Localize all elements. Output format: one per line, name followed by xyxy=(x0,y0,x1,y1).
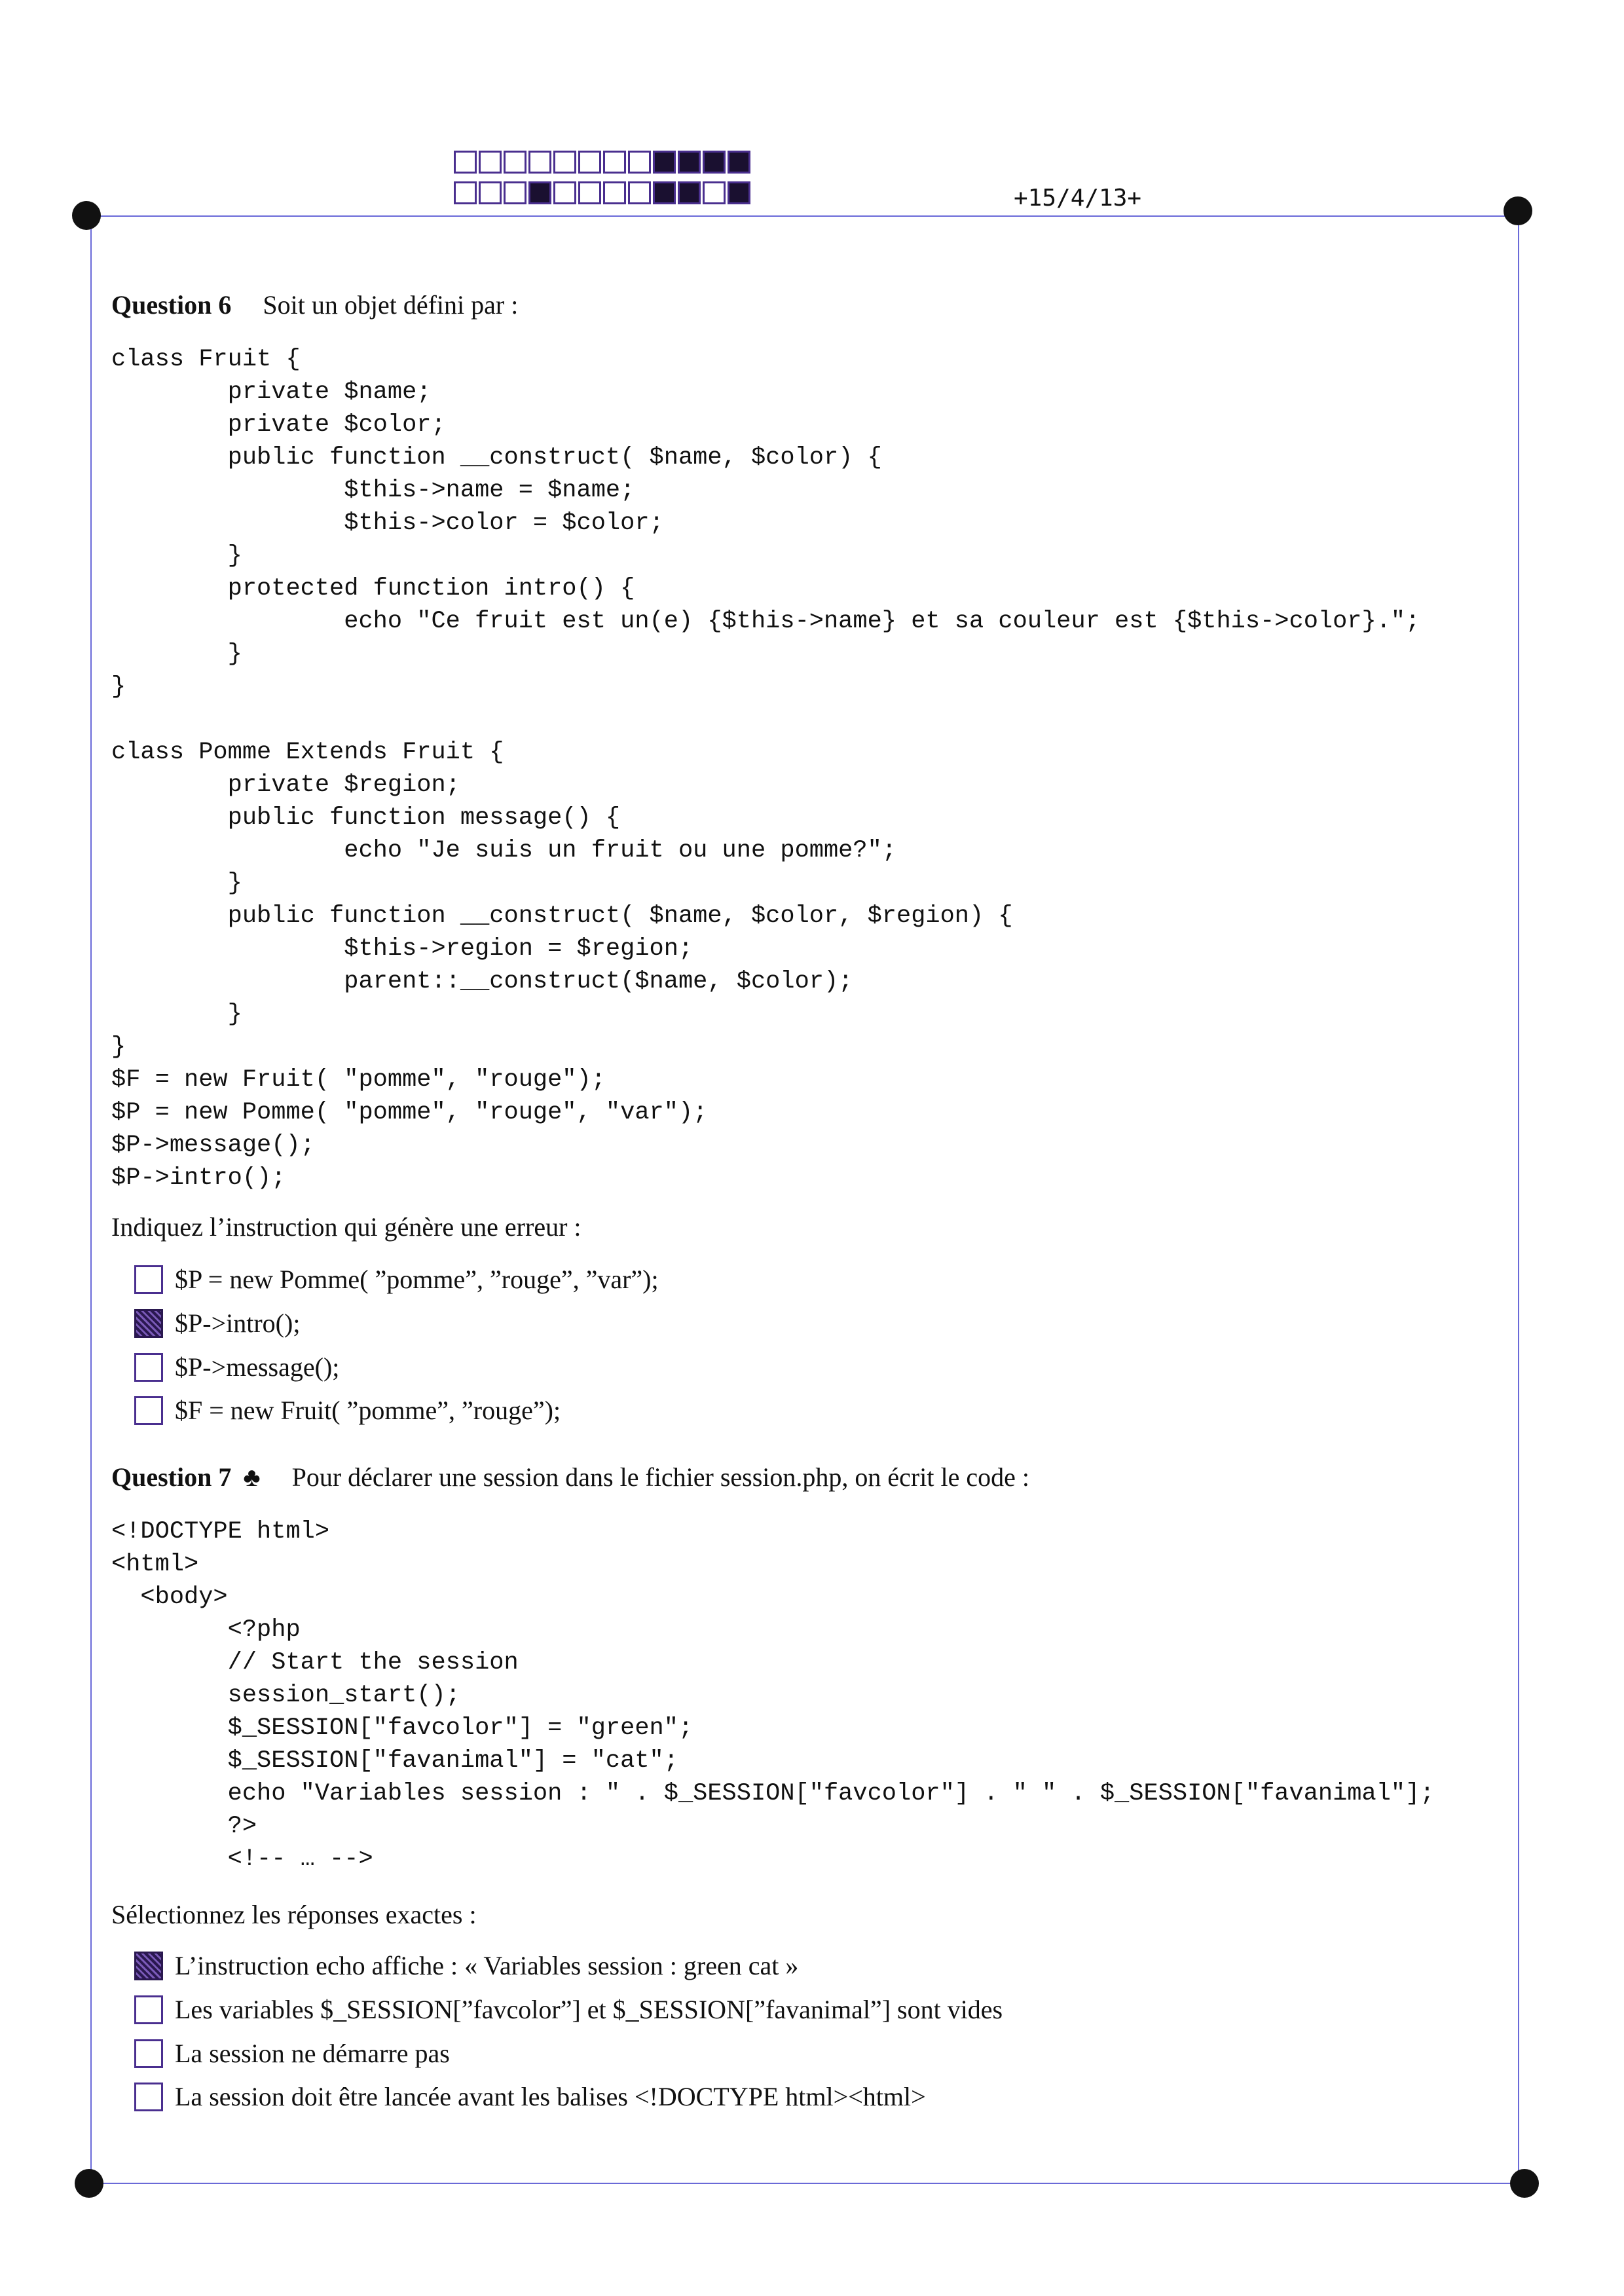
id-grid-cell xyxy=(454,181,477,204)
q6-option-2-checkbox[interactable] xyxy=(134,1309,163,1338)
q6-option-3-label: $P->message(); xyxy=(175,1352,340,1382)
q7-option-1[interactable] xyxy=(134,1950,798,1981)
id-grid-cell xyxy=(479,181,502,204)
id-grid-cell xyxy=(454,151,477,174)
frame-top-line xyxy=(92,215,1519,217)
q6-option-1-checkbox[interactable] xyxy=(134,1265,163,1294)
id-grid-cell xyxy=(678,181,701,204)
corner-mark-top-right xyxy=(1504,196,1532,225)
id-grid-cell xyxy=(504,181,526,204)
q7-option-2-label: Les variables $_SESSION[”favcolor”] et $_SESSION[”favanimal”] sont vides xyxy=(175,1995,1003,2024)
q7-option-3-label: La session ne démarre pas xyxy=(175,2039,450,2068)
q6-option-2-label: $P->intro(); xyxy=(175,1308,301,1338)
q6-option-4-label: $F = new Fruit( ”pomme”, ”rouge”); xyxy=(175,1396,561,1425)
q6-option-1-label: $P = new Pomme( ”pomme”, ”rouge”, ”var”); xyxy=(175,1265,659,1294)
question-7-code: <!DOCTYPE html> <html> <body> <?php // Start the session session_start(); $_SESSION["favcolor"] = "green"; $_SESSION["favanimal"] = "cat"; echo "Variables session : " . $_SESSION["favcolor"] . " " . $_SESSION["favanimal"]; ?> <!-- … --> xyxy=(111,1518,1435,1873)
corner-mark-bottom-left xyxy=(75,2169,103,2198)
question-6-text: Soit un objet défini par : xyxy=(263,290,519,320)
id-grid-cell xyxy=(653,151,676,174)
question-6-header xyxy=(111,289,518,320)
club-icon: ♣ xyxy=(243,1462,261,1492)
q7-option-4-label: La session doit être lancée avant les balises <!DOCTYPE html><html> xyxy=(175,2082,926,2111)
question-6-code: class Fruit { private $name; private $color; public function __construct( $name, $color) { $this->name = $name; $this->color = $color; } protected function intro() { echo "Ce fruit est un(e) {$this->name} et sa couleur est {$this->color}."; } } class Pomme Extends Fruit { private $region; public function message() { echo "Je suis un fruit ou une pomme?"; } public function __construct( $name, $color, $region) { $this->region = $region; parent::__construct($name, $color); } } $F = new Fruit( "pomme", "rouge"); $P = new Pomme( "pomme", "rouge", "var"); $P->message(); $P->intro(); xyxy=(111,346,1420,1192)
id-grid-cell xyxy=(504,151,526,174)
id-grid-cell xyxy=(703,181,726,204)
id-grid-cell xyxy=(528,181,551,204)
question-7-label: Question 7 xyxy=(111,1462,232,1492)
id-grid-cell xyxy=(653,181,676,204)
id-grid-cell xyxy=(578,181,601,204)
q7-option-1-checkbox[interactable] xyxy=(134,1952,163,1980)
question-7-header xyxy=(111,1462,1029,1492)
id-grid-cell xyxy=(578,151,601,174)
q7-option-2-checkbox[interactable] xyxy=(134,1995,163,2024)
corner-mark-top-left xyxy=(72,201,101,230)
id-grid-cell xyxy=(553,181,576,204)
q6-option-3[interactable] xyxy=(134,1352,339,1382)
q7-option-4[interactable] xyxy=(134,2081,926,2112)
frame-left-line xyxy=(90,215,92,2184)
id-grid-row-1 xyxy=(454,151,750,174)
q7-option-4-checkbox[interactable] xyxy=(134,2083,163,2111)
id-grid-row-2 xyxy=(454,181,750,204)
id-grid-cell xyxy=(703,151,726,174)
id-grid-cell xyxy=(678,151,701,174)
q6-option-3-checkbox[interactable] xyxy=(134,1353,163,1382)
question-7-prompt: Sélectionnez les réponses exactes : xyxy=(111,1900,477,1929)
id-grid-cell xyxy=(728,151,750,174)
id-grid-cell xyxy=(603,151,626,174)
id-grid-cell xyxy=(628,151,651,174)
q7-option-2[interactable] xyxy=(134,1994,1003,2025)
q6-option-2[interactable] xyxy=(134,1308,300,1339)
q6-option-4[interactable] xyxy=(134,1395,561,1426)
q6-option-4-checkbox[interactable] xyxy=(134,1396,163,1425)
q7-option-3[interactable] xyxy=(134,2038,450,2069)
id-grid-cell xyxy=(479,151,502,174)
question-7-text: Pour déclarer une session dans le fichier session.php, on écrit le code : xyxy=(291,1462,1029,1492)
q6-option-1[interactable] xyxy=(134,1264,659,1295)
q7-option-3-checkbox[interactable] xyxy=(134,2039,163,2068)
id-grid-cell xyxy=(553,151,576,174)
question-6-label: Question 6 xyxy=(111,290,232,320)
id-grid-cell xyxy=(528,151,551,174)
id-grid-cell xyxy=(603,181,626,204)
corner-mark-bottom-right xyxy=(1510,2169,1539,2198)
id-grid-cell xyxy=(728,181,750,204)
frame-bottom-line xyxy=(92,2183,1526,2184)
id-grid-cell xyxy=(628,181,651,204)
question-6-prompt: Indiquez l’instruction qui génère une erreur : xyxy=(111,1212,581,1242)
q7-option-1-label: L’instruction echo affiche : « Variables session : green cat » xyxy=(175,1951,799,1980)
frame-right-line xyxy=(1518,215,1519,2184)
page-number: +15/4/13+ xyxy=(1014,185,1142,212)
